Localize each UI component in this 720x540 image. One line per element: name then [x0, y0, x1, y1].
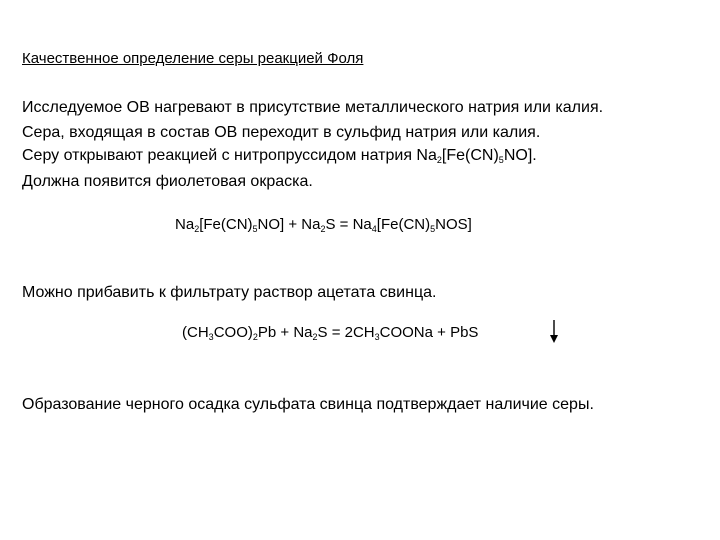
- text-run: NOS]: [435, 216, 472, 233]
- text-run: [Fe(CN): [376, 216, 431, 233]
- subscript: 5: [498, 155, 504, 165]
- text-run: [Fe(CN): [441, 147, 499, 164]
- text-run: Pb + Na: [257, 324, 313, 341]
- text-run: COO): [213, 324, 253, 341]
- text-run: (CH: [182, 324, 209, 341]
- subscript: 5: [430, 224, 436, 234]
- slide-title: Качественное определение серы реакцией Фоля: [22, 50, 364, 67]
- text-run: NO].: [503, 147, 537, 164]
- subscript: 5: [252, 224, 258, 234]
- paragraph-sulfide: Сера, входящая в состав ОВ переходит в сульфид натрия или калия.: [22, 124, 541, 141]
- text-run: Na: [175, 216, 195, 233]
- subscript: 3: [208, 332, 214, 342]
- paragraph-violet-color: Должна появится фиолетовая окраска.: [22, 173, 313, 190]
- subscript: 2: [194, 224, 200, 234]
- text-run: NO] + Na: [257, 216, 321, 233]
- text-run: S = 2CH: [317, 324, 375, 341]
- subscript: 2: [436, 155, 442, 165]
- subscript: 4: [371, 224, 377, 234]
- subscript: 2: [320, 224, 326, 234]
- text-run: COONa + PbS: [379, 324, 479, 341]
- text-run: S = Na: [325, 216, 372, 233]
- equation-nitroprusside: [175, 215, 472, 235]
- paragraph-lead-acetate: Можно прибавить к фильтрату раствор ацетата свинца.: [22, 284, 437, 301]
- precipitate-arrow-icon: [547, 320, 561, 344]
- equation-lead-sulfide: [182, 323, 478, 343]
- paragraph-conclusion: Образование черного осадка сульфата свинца подтверждает наличие серы.: [22, 396, 594, 413]
- text-run: [Fe(CN): [199, 216, 253, 233]
- subscript: 2: [312, 332, 318, 342]
- subscript: 2: [252, 332, 258, 342]
- paragraph-heating: Исследуемое ОВ нагревают в присутствие металлического натрия или калия.: [22, 99, 604, 116]
- paragraph-nitroprusside: [22, 146, 537, 166]
- subscript: 3: [374, 332, 380, 342]
- text-run: Серу открывают реакцией с нитропруссидом натрия Na: [22, 147, 437, 164]
